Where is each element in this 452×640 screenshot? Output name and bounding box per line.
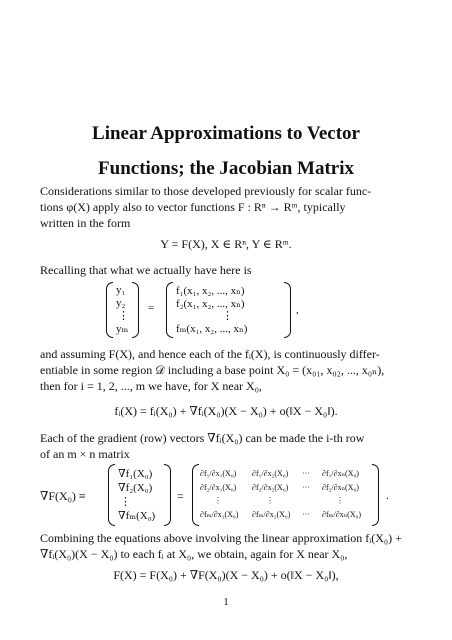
title-line-2: Functions; the Jacobian Matrix xyxy=(98,158,354,179)
jacobian-cell: ∂f₁/∂xₙ(X₀) xyxy=(322,469,359,478)
para1-line3: written in the form xyxy=(40,216,131,230)
jacobian-cell: ∂fₘ/∂xₙ(X₀) xyxy=(322,510,362,519)
paragraph-assuming xyxy=(40,346,412,394)
jacobian-cell: ∂f₂/∂x₂(X₀) xyxy=(252,483,289,492)
left-paren-jacobian xyxy=(192,464,199,526)
vec-f-entry: fₘ(x₁, x₂, ..., xₙ) xyxy=(176,323,248,335)
jacobian-cell: ∂fₘ/∂x₂(X₀) xyxy=(252,510,291,519)
jacobian-cell: ··· xyxy=(302,469,310,478)
comma: , xyxy=(296,304,299,316)
vec-y-entry: ⋮ xyxy=(118,310,129,322)
paragraph-intro xyxy=(40,183,412,231)
grad-entry: ∇fₘ(X₀) xyxy=(118,510,156,522)
equals-sign: = xyxy=(148,302,155,314)
vec-f-entry: f₁(x₁, x₂, ..., xₙ) xyxy=(176,285,245,297)
grad-entry: ∇f₂(X₀) xyxy=(118,482,153,494)
vec-y-entry: y₁ xyxy=(116,284,126,296)
para5-line1: Combining the equations above involving the linear approximation fᵢ(X₀) + xyxy=(40,531,402,545)
title-line-1: Linear Approximations to Vector xyxy=(92,123,360,144)
jacobian-cell: ⋮ xyxy=(336,496,344,505)
jacobian-cell: ··· xyxy=(302,510,310,519)
left-paren-y xyxy=(106,282,113,338)
vector-equation xyxy=(0,282,452,338)
jacobian-cell: ··· xyxy=(302,483,310,492)
vec-f-entry: ⋮ xyxy=(222,310,233,322)
grad-entry: ⋮ xyxy=(120,496,131,508)
para5-line2: ∇fᵢ(X₀)(X − X₀) to each fᵢ at X₀, we obtain, again for X near X₀, xyxy=(40,547,348,561)
vec-y-entry: yₘ xyxy=(116,323,129,335)
equation-F-approx: F(X) = F(X₀) + ∇F(X₀)(X − X₀) + o(‖X − X₀‖), xyxy=(113,568,339,582)
grad-entry: ∇f₁(X₀) xyxy=(118,468,153,480)
paragraph-combining xyxy=(40,530,412,562)
jacobian-cell: ⋮ xyxy=(266,496,274,505)
right-paren-jacobian xyxy=(372,464,379,526)
jacobian-cell: ∂fₘ/∂x₁(X₀) xyxy=(200,510,239,519)
vec-f-entry: f₂(x₁, x₂, ..., xₙ) xyxy=(176,298,245,310)
period: . xyxy=(386,490,389,502)
left-paren-f xyxy=(166,282,173,338)
paragraph-gradient xyxy=(40,430,412,462)
equals-sign: = xyxy=(177,489,184,503)
jacobian-cell: ∂f₂/∂xₙ(X₀) xyxy=(322,483,359,492)
left-paren-grad xyxy=(108,464,115,526)
para1-line2: tions φ(X) apply also to vector functions F : Rⁿ → Rᵐ, typically xyxy=(40,200,346,214)
equation-fi-approx: fᵢ(X) = fᵢ(X₀) + ∇fᵢ(X₀)(X − X₀) + o(‖X − X₀‖). xyxy=(114,404,338,418)
vec-y-entry: y₂ xyxy=(116,297,126,309)
page-title xyxy=(40,116,412,186)
jacobian-cell: ⋮ xyxy=(214,496,222,505)
right-paren-f xyxy=(284,282,291,338)
para3-line1: and assuming F(X), and hence each of the fᵢ(X), is continuously differ- xyxy=(40,347,380,361)
right-paren-grad xyxy=(164,464,171,526)
para3-line3: then for i = 1, 2, ..., m we have, for X near X₀, xyxy=(40,379,262,393)
jacobian-cell: ∂f₁/∂x₁(X₀) xyxy=(200,469,237,478)
paragraph-recalling: Recalling that what we actually have here is xyxy=(40,263,252,277)
right-paren-y xyxy=(132,282,139,338)
para4-line1: Each of the gradient (row) vectors ∇fᵢ(X₀) can be made the i-th row xyxy=(40,431,365,445)
jacobian-cell: ∂f₁/∂x₂(X₀) xyxy=(252,469,289,478)
jacobian-lhs: ∇F(X₀) ≡ xyxy=(40,489,86,503)
page-number: 1 xyxy=(223,596,229,608)
para1-line1: Considerations similar to those developed previously for scalar func- xyxy=(40,184,372,198)
equation-y-equals-f: Y = F(X), X ∈ Rⁿ, Y ∈ Rᵐ. xyxy=(160,237,292,251)
para3-line2: entiable in some region 𝒟 including a base point X₀ = (x₀₁, x₀₂, ..., x₀ₙ), xyxy=(40,363,385,377)
para4-line2: of an m × n matrix xyxy=(40,447,130,461)
jacobian-cell: ∂f₂/∂x₁(X₀) xyxy=(200,483,237,492)
jacobian-equation xyxy=(0,464,452,528)
